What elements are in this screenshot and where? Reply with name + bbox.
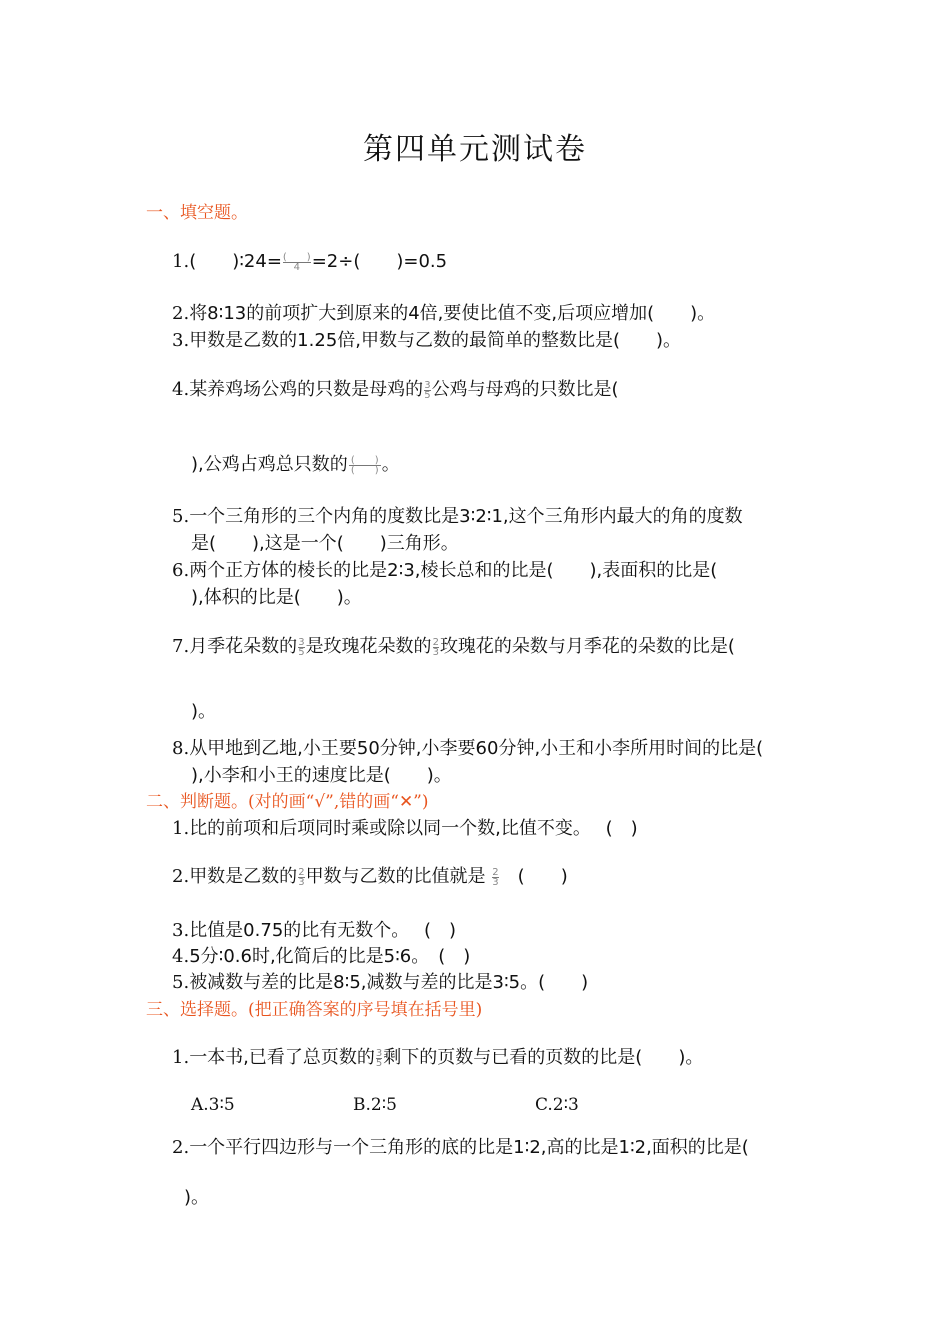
section-judge-heading: 二、判断题。(对的画“√”,错的画“✕”) — [146, 792, 429, 812]
q1-part-a: ( )∶24= — [189, 251, 282, 272]
choice-question-2-cont: )。 — [184, 1187, 210, 1208]
choice-question-1: 1.一本书,已看了总页数的 $\frac{3}{5}$ 剩下的页数与已看的页数的比是( )。 — [172, 1047, 704, 1069]
fraction: $\frac{3}{5}$ — [424, 379, 431, 401]
q1-part-b: =2÷( )=0.5 — [311, 251, 448, 272]
fill-question-2: 2.将8∶13的前项扩大到原来的4倍,要使比值不变,后项应增加( )。 — [172, 303, 716, 324]
choice-question-1-options — [191, 1095, 579, 1115]
fill-question-5-cont: 是( ),这是一个( )三角形。 — [191, 533, 459, 554]
section-choice-heading: 三、选择题。(把正确答案的序号填在括号里) — [146, 1000, 483, 1020]
judge-question-5: 5.被减数与差的比是8∶5,减数与差的比是3∶5。( ) — [172, 972, 589, 993]
choice-question-2: 2.一个平行四边形与一个三角形的底的比是1∶2,高的比是1∶2,面积的比是( — [172, 1137, 749, 1158]
fraction: $\frac{3}{5}$ — [375, 1047, 383, 1069]
fill-question-8-cont: ),小李和小王的速度比是( )。 — [191, 765, 452, 786]
judge-question-1: 1.比的前项和后项同时乘或除以同一个数,比值不变。 ( ) — [172, 818, 638, 839]
fill-question-1: 1.( )∶24= $\frac{( )}{4}$ =2÷( )=0.5 — [172, 251, 448, 273]
judge-question-3: 3.比值是0.75的比有无数个。 ( ) — [172, 920, 457, 941]
fraction: $\frac{2}{3}$ — [492, 866, 499, 888]
fraction: $\frac{3}{5}$ — [298, 636, 305, 658]
fill-question-8: 8.从甲地到乙地,小王要50分钟,小李要60分钟,小王和小李所用时间的比是( — [172, 738, 764, 759]
judge-question-4: 4.5分∶0.6时,化简后的比是5∶6。 ( ) — [172, 946, 471, 967]
fraction: $\frac{2}{3}$ — [298, 866, 305, 888]
fill-question-3: 3.甲数是乙数的1.25倍,甲数与乙数的最简单的整数比是( )。 — [172, 330, 682, 351]
judge-question-2: 2.甲数是乙数的 $\frac{2}{3}$ 甲数与乙数的比值就是 $\frac{2}{3}$ ( ) — [172, 866, 568, 888]
fraction: $\frac{( )}{4}$ — [282, 251, 311, 273]
option-a[interactable]: A.3∶5 — [191, 1095, 235, 1115]
fill-question-6: 6.两个正方体的棱长的比是2∶3,棱长总和的比是( ),表面积的比是( — [172, 560, 718, 581]
fill-question-7-cont: )。 — [191, 701, 217, 722]
page-title: 第四单元测试卷 — [363, 132, 587, 167]
fraction: $\frac{2}{3}$ — [432, 636, 439, 658]
section-fill-heading: 一、填空题。 — [146, 203, 248, 223]
fill-question-4-cont: ),公鸡占鸡总只数的 $\frac{( )}{( )}$ 。 — [191, 454, 400, 476]
fill-question-5: 5.一个三角形的三个内角的度数比是3∶2∶1,这个三角形内最大的角的度数 — [172, 506, 743, 527]
option-c[interactable]: C.2∶3 — [535, 1095, 579, 1115]
option-b[interactable]: B.2∶5 — [353, 1095, 397, 1115]
fill-question-7: 7.月季花朵数的 $\frac{3}{5}$ 是玫瑰花朵数的 $\frac{2}{3}$ 玫瑰花的朵数与月季花的朵数的比是( — [172, 636, 735, 658]
fill-question-4: 4.某养鸡场公鸡的只数是母鸡的 $\frac{3}{5}$ 公鸡与母鸡的只数比是( — [172, 379, 619, 401]
fill-question-6-cont: ),体积的比是( )。 — [191, 587, 362, 608]
blank-fraction: $\frac{( )}{( )}$ — [349, 456, 381, 475]
